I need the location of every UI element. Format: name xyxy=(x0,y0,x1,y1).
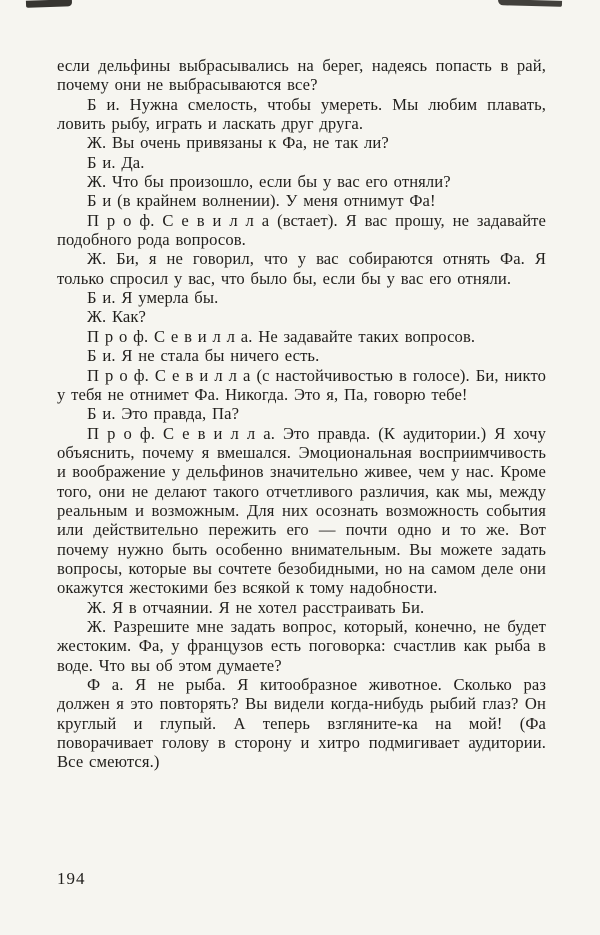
paragraph: Ж. Вы очень привязаны к Фа, не так ли? xyxy=(87,133,389,153)
page-number: 194 xyxy=(57,869,86,888)
paragraph: Б и. Я не стала бы ничего есть. xyxy=(87,346,320,366)
paragraph: Ж. Я в отчаянии. Я не хотел расстраивать Би. xyxy=(87,597,425,617)
page-text-block xyxy=(57,56,546,772)
paragraph: Ф а. Я не рыба. Я китообразное животное. Сколько раз должен я это повторять? Вы видели когда-нибудь рыбий глаз? Он круглый и глупый. А теперь взгляните-ка на мой! (Фа поворачивает голову в сторону и хитро подмигивает аудитории. Все смеются.) xyxy=(57,675,546,772)
paragraph: Б и (в крайнем волнении). У меня отнимут Фа! xyxy=(87,191,436,211)
paragraph: Ж. Би, я не говорил, что у вас собираются отнять Фа. Я только спросил у вас, что было бы, если бы у вас его отняли. xyxy=(57,249,546,288)
paragraph: Ж. Что бы произошло, если бы у вас его отняли? xyxy=(87,172,451,192)
paragraph: если дельфины выбрасывались на берег, надеясь попасть в рай, почему они не выбрасываются все? xyxy=(57,56,546,95)
paragraph: П р о ф. С е в и л л а. Не задавайте таких вопросов. xyxy=(87,326,476,346)
paragraph: Б и. Я умерла бы. xyxy=(87,288,219,308)
paragraph: П р о ф. С е в и л л а. Это правда. (К аудитории.) Я хочу объяснить, почему я вмешался. Эмоциональная восприимчивость и воображение у дельфинов значительно живее, чем у нас. Кроме того, они не делают такого отчетливого различия, как мы, между реальным и возможным. Для них осознать возможность события или действительно пережить его — почти одно и то же. Вот почему нужно быть особенно внимательным. Вы можете задать вопросы, которые вы сочтете безобидными, но на самом деле они окажутся жестокими без всякой к тому надобности. xyxy=(57,423,546,598)
paragraph: Ж. Как? xyxy=(87,307,147,327)
paragraph: П р о ф. С е в и л л а (встает). Я вас прошу, не задавайте подобного рода вопросов. xyxy=(57,210,546,250)
scan-artifact-top-right xyxy=(498,0,562,7)
paragraph: П р о ф. С е в и л л а (с настойчивостью в голосе). Би, никто у тебя не отнимет Фа. Никогда. Это я, Па, говорю тебе! xyxy=(57,365,546,404)
scan-artifact-top-left xyxy=(26,0,72,8)
paragraph: Б и. Это правда, Па? xyxy=(87,404,240,424)
paragraph: Ж. Разрешите мне задать вопрос, который, конечно, не будет жестоким. Фа, у французов есть поговорка: счастлив как рыба в воде. Что вы об этом думаете? xyxy=(57,616,546,675)
paragraph: Б и. Нужна смелость, чтобы умереть. Мы любим плавать, ловить рыбу, играть и ласкать друг друга. xyxy=(57,94,546,134)
paragraph: Б и. Да. xyxy=(87,152,145,172)
